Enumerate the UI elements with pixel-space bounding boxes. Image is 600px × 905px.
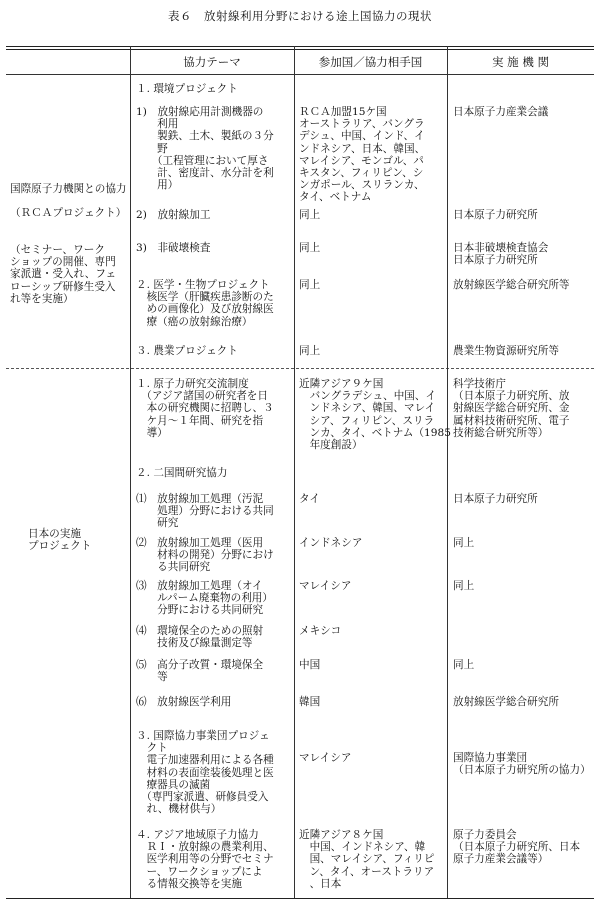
group-label-rca: 国際原子力機関との協力 （ＲＣＡプロジェクト） （セミナー、ワーク ショップの開催、専門 家派遣・受入れ、フェ ローシップ研修生受入 れ等を実施） [10,183,127,305]
row-org: 放射線医学総合研究所等 [453,279,570,291]
row-theme: 3) 非破壊検査 [136,242,211,254]
row-theme: １. 環境プロジェクト [136,83,238,95]
row-theme: 1) 放射線応用計測機器の 利用 製鉄、土木、製紙の３分 野 （工程管理において厚さ 計、密度計、水分計を利 用） [136,106,274,192]
header-rule [6,74,594,75]
row-theme: ⑷ 環境保全のための照射 技術及び線量測定等 [136,625,264,650]
top-rule [6,46,594,47]
row-theme: ⑸ 高分子改質・環境保全 等 [136,659,264,684]
row-org: 同上 [453,580,475,592]
row-theme: ⑶ 放射線加工処理（オイ ルパーム廃棄物の利用） 分野における共同研究 [136,580,273,617]
row-country: 同上 [299,209,321,221]
row-country: 同上 [299,345,321,357]
row-theme: １. 原子力研究交流制度 （アジア諸国の研究者を日 本の研究機関に招聘し、３ ケ月～１年間、研究を指 導） [136,378,274,439]
row-country: 韓国 [299,696,321,708]
row-country: メキシコ [299,625,342,637]
row-theme: ４. アジア地域原子力協力 ＲＩ・放射線の農業利用、 医学利用等の分野でセミナ ー、ワークショップによ る情報交換等を実施 [136,829,274,890]
row-country: ＲＣＡ加盟15ケ国 オーストラリア、バングラ デシュ、中国、インド、イ ンドネシア、日本、韓国、 マレイシア、モンゴル、パ キスタン、フィリピン、シ ンガポール、スリランカ、 タイ、ベトナム [299,106,426,204]
row-org: 日本原子力産業会議 [453,106,549,118]
row-org: 同上 [453,537,475,549]
table-title: 表６ 放射線利用分野における途上国協力の現状 [168,9,432,23]
row-org: 国際協力事業団 （日本原子力研究所の協力） [453,752,591,777]
row-theme: ２. 二国間研究協力 [136,467,228,479]
section-divider [6,368,594,369]
data-table [6,25,594,899]
bottom-rule [6,898,594,899]
row-theme: 2) 放射線加工 [136,209,211,221]
row-country: 同上 [299,279,321,291]
row-org: 日本非破壊検査協会 日本原子力研究所 [453,242,549,267]
row-country: マレイシア [299,580,352,592]
row-org: 同上 [453,659,475,671]
col-divider-1 [130,46,131,898]
row-org: 日本原子力研究所 [453,493,538,505]
group-label-japan: 日本の実施 プロジェクト [28,528,92,553]
row-country: インドネシア [299,537,363,549]
row-org: 農業生物資源研究所等 [453,345,559,357]
row-theme: ⑵ 放射線加工処理（医用 材料の開発）分野におけ る共同研究 [136,537,274,574]
row-org: 原子力委員会 （日本原子力研究所、日本 原子力産業会議等） [453,829,581,866]
row-theme: ⑴ 放射線加工処理（汚泥 処理）分野における共同 研究 [136,493,274,530]
header-theme: 協力テーマ [183,55,241,69]
row-theme: ３. 農業プロジェクト [136,345,238,357]
col-divider-3 [447,46,448,898]
row-country: マレイシア [299,752,352,764]
header-org: 実 施 機 関 [492,55,549,69]
row-country: 近隣アジア９ケ国 バングラデシュ、中国、イ ンドネシア、韓国、マレイ シア、フィリピン、スリラ ンカ、タイ、ベトナム（1985 年度創設） [299,378,451,452]
row-country: 中国 [299,659,321,671]
row-country: 同上 [299,242,321,254]
row-country: タイ [299,493,320,505]
row-org: 放射線医学総合研究所 [453,696,559,708]
row-org: 科学技術庁 （日本原子力研究所、放 射線医学総合研究所、金 属材料技術研究所、電子 技術総合研究所等） [453,378,570,439]
col-divider-2 [294,46,295,898]
top-rule-double [6,49,594,50]
row-theme: ３. 国際協力事業団プロジェ クト 電子加速器利用による各種 材料の表面塗装後処理と医 療器具の滅菌 （専門家派遣、研修員受入 れ、機材供与） [136,730,274,816]
header-country: 参加国／協力相手国 [318,55,423,69]
row-theme: ２. 医学・生物プロジェクト 核医学（肝臓疾患診断のた めの画像化）及び放射線医 療（癌の放射線治療） [136,279,274,328]
row-org: 日本原子力研究所 [453,209,538,221]
row-theme: ⑹ 放射線医学利用 [136,696,232,708]
row-country: 近隣アジア８ケ国 中国、インドネシア、韓 国、マレイシア、フィリピ ン、タイ、オーストラリア 、日本 [299,829,435,890]
